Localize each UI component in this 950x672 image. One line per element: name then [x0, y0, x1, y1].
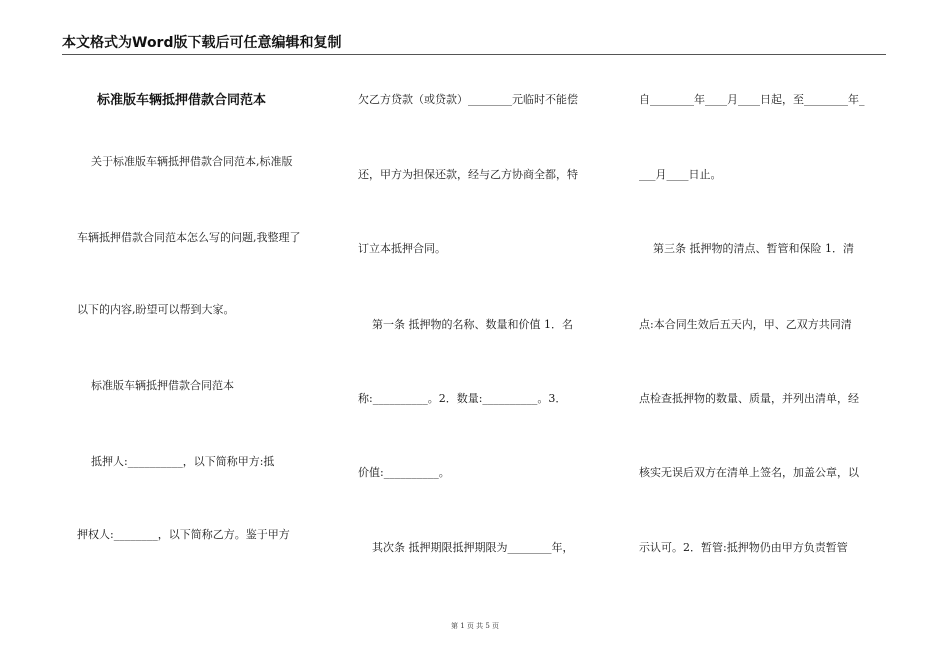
paragraph-line: 示认可。2．暂管:抵押物仍由甲方负责暂管: [639, 541, 848, 554]
paragraph-line: 称:__________。2．数量:__________。3．: [358, 392, 567, 405]
page-footer: 第 1 页 共 5 页: [450, 622, 500, 630]
paragraph-line: 第一条 抵押物的名称、数量和价值 1．名: [358, 318, 573, 331]
paragraph-line: 点:本合同生效后五天内，甲、乙双方共同清: [639, 318, 852, 331]
paragraph-line: 标准版车辆抵押借款合同范本: [77, 379, 234, 392]
paragraph-line: 车辆抵押借款合同范本怎么写的问题,我整理了: [77, 231, 301, 244]
paragraph-line: 点检查抵押物的数量、质量，并列出清单，经: [639, 392, 859, 405]
paragraph-line: ___月____日止。: [639, 168, 722, 181]
paragraph-line: 其次条 抵押期限抵押期限为________年，: [358, 541, 574, 554]
paragraph-line: 还，甲方为担保还款，经与乙方协商全都，特: [358, 168, 578, 181]
paragraph-line: 自________年____月____日起，至________年_: [639, 93, 865, 106]
paragraph-line: 核实无误后双方在清单上签名，加盖公章，以: [639, 466, 859, 479]
paragraph-line: 第三条 抵押物的清点、暂管和保险 1．清: [639, 242, 854, 255]
document-title: 标准版车辆抵押借款合同范本: [97, 93, 267, 108]
paragraph-line: 抵押人:__________，以下简称甲方:抵: [77, 455, 275, 468]
text-column-3: [639, 0, 889, 600]
paragraph-line: 价值:__________。: [358, 466, 450, 479]
paragraph-line: 订立本抵押合同。: [358, 242, 446, 255]
paragraph-line: 押权人:________，以下简称乙方。鉴于甲方: [77, 528, 290, 541]
text-column-1: [77, 0, 327, 600]
paragraph-line: 欠乙方贷款（或贷款）________元临时不能偿: [358, 93, 578, 106]
paragraph-line: 以下的内容,盼望可以帮到大家。: [77, 303, 235, 316]
paragraph-line: 关于标准版车辆抵押借款合同范本,标准版: [77, 155, 293, 168]
text-column-2: [358, 0, 608, 600]
header-title: 本文格式为Word版下载后可任意编辑和复制: [62, 35, 342, 51]
